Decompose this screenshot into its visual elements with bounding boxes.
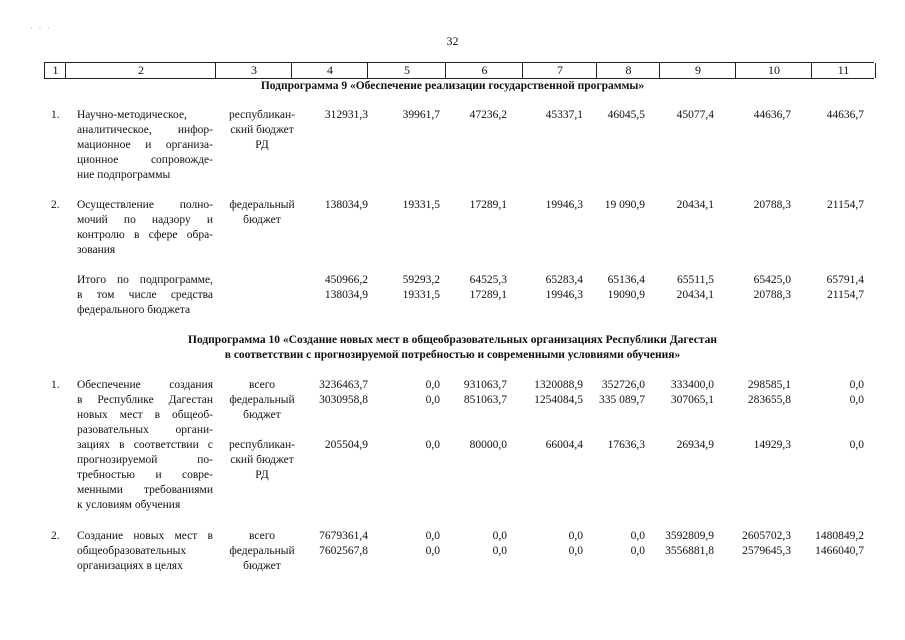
- value-cell: 0,0: [630, 545, 645, 557]
- value-cell: 59293,2: [402, 274, 440, 286]
- value-cell: 138034,9: [324, 289, 368, 301]
- funding-source-line: ский бюджет: [230, 454, 294, 466]
- row-number: 1.: [51, 109, 60, 121]
- value-cell: 45337,1: [545, 109, 583, 121]
- value-cell: 0,0: [849, 439, 864, 451]
- value-cell: 65425,0: [753, 274, 791, 286]
- value-cell: 20788,3: [753, 289, 791, 301]
- funding-source-line: всего: [249, 530, 275, 542]
- row-name-line: зациях в соответствии с: [77, 439, 213, 451]
- row-number: 2.: [51, 530, 60, 542]
- row-name-line: Создание новых мест в: [77, 530, 213, 542]
- value-cell: 0,0: [425, 379, 440, 391]
- value-cell: 1320088,9: [534, 379, 583, 391]
- scan-artifact: · · ·: [30, 24, 52, 33]
- value-cell: 21154,7: [827, 289, 864, 301]
- value-cell: 26934,9: [676, 439, 714, 451]
- funding-source-line: РД: [255, 469, 269, 481]
- value-cell: 17636,3: [607, 439, 645, 451]
- value-cell: 0,0: [849, 379, 864, 391]
- header-cell-10: 10: [735, 63, 812, 78]
- value-cell: 3592809,9: [665, 530, 714, 542]
- row-number: 1.: [51, 379, 60, 391]
- value-cell: 851063,7: [463, 394, 507, 406]
- value-cell: 450966,2: [324, 274, 368, 286]
- value-cell: 45077,4: [676, 109, 714, 121]
- value-cell: 0,0: [849, 394, 864, 406]
- row-number: 2.: [51, 199, 60, 211]
- row-name-line: зования: [77, 244, 116, 256]
- value-cell: 0,0: [425, 545, 440, 557]
- row-name-line: прогнозируемой по-: [77, 454, 213, 466]
- header-cell-1: 1: [44, 63, 66, 78]
- value-cell: 65283,4: [545, 274, 583, 286]
- header-cell-7: 7: [522, 63, 597, 78]
- value-cell: 44636,7: [826, 109, 864, 121]
- header-cell-4: 4: [291, 63, 368, 78]
- row-name-line: к условиям обучения: [77, 499, 181, 511]
- value-cell: 64525,3: [469, 274, 507, 286]
- value-cell: 0,0: [425, 394, 440, 406]
- funding-source-line: всего: [249, 379, 275, 391]
- funding-source-line: ский бюджет: [230, 124, 294, 136]
- value-cell: 21154,7: [827, 199, 864, 211]
- row-name-line: требностью и совре-: [77, 469, 213, 481]
- value-cell: 19 090,9: [604, 199, 645, 211]
- header-cell-9: 9: [659, 63, 736, 78]
- row-name-line: мочий по надзору и: [77, 214, 213, 226]
- value-cell: 0,0: [492, 545, 507, 557]
- value-cell: 333400,0: [670, 379, 714, 391]
- value-cell: 3556881,8: [665, 545, 714, 557]
- funding-source-line: федеральный: [229, 545, 295, 557]
- value-cell: 312931,3: [324, 109, 368, 121]
- row-name-line: разовательных органи-: [77, 424, 213, 436]
- value-cell: 7679361,4: [319, 530, 368, 542]
- value-cell: 298585,1: [747, 379, 791, 391]
- funding-source-line: федеральный: [229, 394, 295, 406]
- value-cell: 20434,1: [676, 289, 714, 301]
- funding-source-line: республикан-: [229, 109, 295, 121]
- value-cell: 7602567,8: [319, 545, 368, 557]
- value-cell: 17289,1: [469, 199, 507, 211]
- total-label-line: в том числе средства: [77, 289, 213, 301]
- funding-source-line: бюджет: [243, 560, 281, 572]
- value-cell: 0,0: [630, 530, 645, 542]
- value-cell: 931063,7: [463, 379, 507, 391]
- header-cell-3: 3: [215, 63, 292, 78]
- subprogram-10-title: Подпрограмма 10 «Создание новых мест в общеобразовательных организациях Республики Дагестан: [188, 334, 717, 346]
- funding-source-line: республикан-: [229, 439, 295, 451]
- row-name-line: ние подпрограммы: [77, 169, 171, 181]
- value-cell: 80000,0: [469, 439, 507, 451]
- funding-source-line: РД: [255, 139, 269, 151]
- value-cell: 352726,0: [601, 379, 645, 391]
- row-name-line: в Республике Дагестан: [77, 394, 213, 406]
- header-cell-6: 6: [445, 63, 523, 78]
- value-cell: 19090,9: [607, 289, 645, 301]
- value-cell: 65136,4: [607, 274, 645, 286]
- value-cell: 205504,9: [324, 439, 368, 451]
- row-name-line: организациях в целях: [77, 560, 183, 572]
- value-cell: 20788,3: [753, 199, 791, 211]
- funding-source-line: федеральный: [229, 199, 295, 211]
- value-cell: 66004,4: [545, 439, 583, 451]
- subprogram-9-title: Подпрограмма 9 «Обеспечение реализации государственной программы»: [260, 80, 645, 92]
- row-name-line: Обеспечение создания: [77, 379, 213, 391]
- value-cell: 3030958,8: [319, 394, 368, 406]
- row-name-line: новых мест в общеоб-: [77, 409, 213, 421]
- value-cell: 283655,8: [747, 394, 791, 406]
- funding-source-line: бюджет: [243, 409, 281, 421]
- funding-source-line: бюджет: [243, 214, 281, 226]
- value-cell: 0,0: [425, 439, 440, 451]
- row-name-line: мационное и организа-: [77, 139, 213, 151]
- value-cell: 138034,9: [324, 199, 368, 211]
- value-cell: 0,0: [492, 530, 507, 542]
- value-cell: 19946,3: [545, 289, 583, 301]
- value-cell: 335 089,7: [599, 394, 645, 406]
- value-cell: 2605702,3: [742, 530, 791, 542]
- total-label-line: Итого по подпрограмме,: [77, 274, 213, 286]
- header-cell-11: 11: [811, 63, 876, 78]
- row-name-line: общеобразовательных: [77, 545, 187, 557]
- row-name-line: контролю в сфере обра-: [77, 229, 213, 241]
- value-cell: 19946,3: [545, 199, 583, 211]
- row-name-line: ционное сопровожде-: [77, 154, 213, 166]
- value-cell: 0,0: [568, 530, 583, 542]
- value-cell: 0,0: [425, 530, 440, 542]
- subprogram-10-title: в соответствии с прогнозируемой потребностью и современными условиями обучения»: [224, 349, 681, 361]
- value-cell: 39961,7: [402, 109, 440, 121]
- value-cell: 65791,4: [826, 274, 864, 286]
- table-header-row: [44, 62, 874, 79]
- page-number: 32: [446, 34, 459, 48]
- row-name-line: менными требованиями: [77, 484, 213, 496]
- value-cell: 0,0: [568, 545, 583, 557]
- value-cell: 19331,5: [402, 199, 440, 211]
- value-cell: 2579645,3: [742, 545, 791, 557]
- value-cell: 65511,5: [677, 274, 714, 286]
- value-cell: 20434,1: [676, 199, 714, 211]
- header-cell-5: 5: [367, 63, 446, 78]
- row-name-line: Осуществление полно-: [77, 199, 213, 211]
- header-cell-2: 2: [65, 63, 216, 78]
- header-cell-8: 8: [596, 63, 660, 78]
- value-cell: 1480849,2: [815, 530, 864, 542]
- value-cell: 14929,3: [753, 439, 791, 451]
- value-cell: 1466040,7: [815, 545, 864, 557]
- value-cell: 19331,5: [402, 289, 440, 301]
- value-cell: 44636,7: [753, 109, 791, 121]
- total-label-line: федерального бюджета: [77, 304, 191, 316]
- value-cell: 46045,5: [607, 109, 645, 121]
- row-name-line: аналитическое, инфор-: [77, 124, 213, 136]
- value-cell: 1254084,5: [534, 394, 583, 406]
- value-cell: 3236463,7: [319, 379, 368, 391]
- value-cell: 17289,1: [469, 289, 507, 301]
- value-cell: 307065,1: [670, 394, 714, 406]
- row-name-line: Научно-методическое,: [77, 109, 187, 121]
- value-cell: 47236,2: [469, 109, 507, 121]
